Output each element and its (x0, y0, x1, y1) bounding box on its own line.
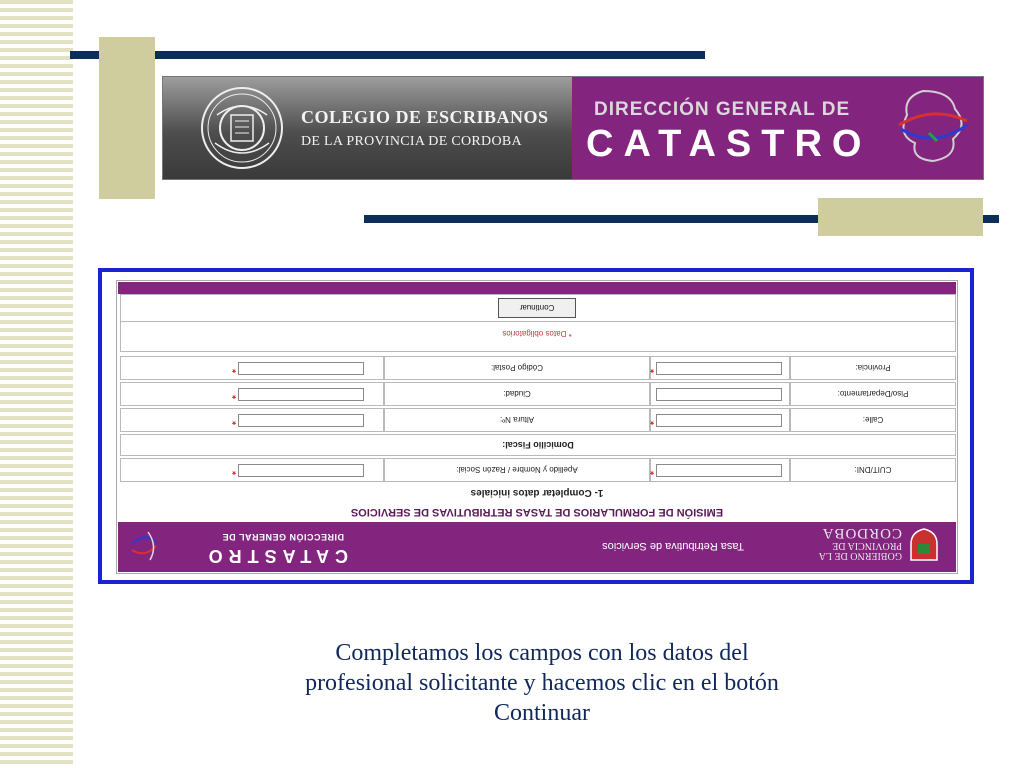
caption-line-2: profesional solicitante y hacemos clic en el botón (305, 670, 779, 696)
colegio-title: COLEGIO DE ESCRIBANOS (301, 106, 549, 127)
required-note: * Datos obligatorios (502, 329, 572, 338)
altura-input[interactable] (238, 414, 364, 427)
form-step: 1- Completar datos iniciales (470, 487, 604, 498)
ciudad-required-mark: * (232, 389, 236, 400)
label-codigo-postal: Código Postal: (384, 356, 650, 380)
domicilio-fiscal-label: Domicilio Fiscal: (120, 434, 956, 456)
label-provincia: Provincia: (790, 356, 956, 380)
label-ciudad: Ciudad: (384, 382, 650, 406)
codigo-postal-input[interactable] (238, 362, 364, 375)
cuit-input[interactable] (656, 464, 782, 477)
altura-required-mark: * (232, 415, 236, 426)
left-striped-margin (0, 0, 73, 768)
service-name: Tasa Retributiva de Servicios (602, 540, 744, 552)
apellido-required-mark: * (232, 465, 236, 476)
provincia-input[interactable] (656, 362, 782, 375)
logo-banner (162, 76, 984, 180)
catastro-logo (572, 77, 983, 179)
form-screenshot (116, 280, 958, 574)
form-header (118, 522, 956, 572)
decorative-bar-top (70, 51, 705, 59)
header-catastro-subtitle: DIRECCIÓN GENERAL DE (222, 532, 344, 542)
provincia-required-mark: * (650, 363, 654, 374)
header-globe-icon (128, 528, 162, 564)
ciudad-input[interactable] (238, 388, 364, 401)
caption-line-3: Continuar (494, 700, 590, 726)
label-piso: Piso/Departamento: (790, 382, 956, 406)
gob-line-2: PROVINCIA DE (832, 540, 902, 551)
header-catastro-title: CATASTRO (202, 546, 348, 566)
label-cuit: CUIT/DNI: (790, 458, 956, 482)
apellido-input[interactable] (238, 464, 364, 477)
catastro-title: CATASTRO (586, 123, 872, 165)
calle-required-mark: * (650, 415, 654, 426)
caption-line-1: Completamos los campos con los datos del (335, 640, 749, 666)
slide-caption (262, 638, 822, 728)
colegio-subtitle: DE LA PROVINCIA DE CORDOBA (301, 133, 522, 149)
label-altura: Altura Nº: (384, 408, 650, 432)
form-title: EMISIÓN DE FORMULARIOS DE TASAS RETRIBUTIVAS DE SERVICIOS (350, 506, 724, 518)
cordoba-shield-icon (908, 528, 940, 564)
form-screenshot-frame (98, 268, 974, 584)
piso-input[interactable] (656, 388, 782, 401)
catastro-globe-icon (893, 85, 971, 167)
colegio-seal-icon (199, 85, 285, 171)
label-apellido: Apellido y Nombre / Razón Social: (384, 458, 650, 482)
cuit-required-mark: * (650, 465, 654, 476)
gobierno-logo-text (819, 525, 902, 560)
continue-button[interactable]: Continuar (498, 298, 576, 318)
label-calle: Calle: (790, 408, 956, 432)
decorative-block-left (99, 37, 155, 199)
form-footer-strip (118, 282, 956, 294)
catastro-subtitle: DIRECCIÓN GENERAL DE (594, 99, 851, 120)
decorative-block-right (818, 198, 983, 236)
calle-input[interactable] (656, 414, 782, 427)
colegio-logo (163, 77, 572, 179)
gob-line-1: GOBIERNO DE LA (818, 550, 902, 561)
gob-line-3: CORDOBA (821, 525, 902, 541)
codigo-postal-required-mark: * (232, 363, 236, 374)
